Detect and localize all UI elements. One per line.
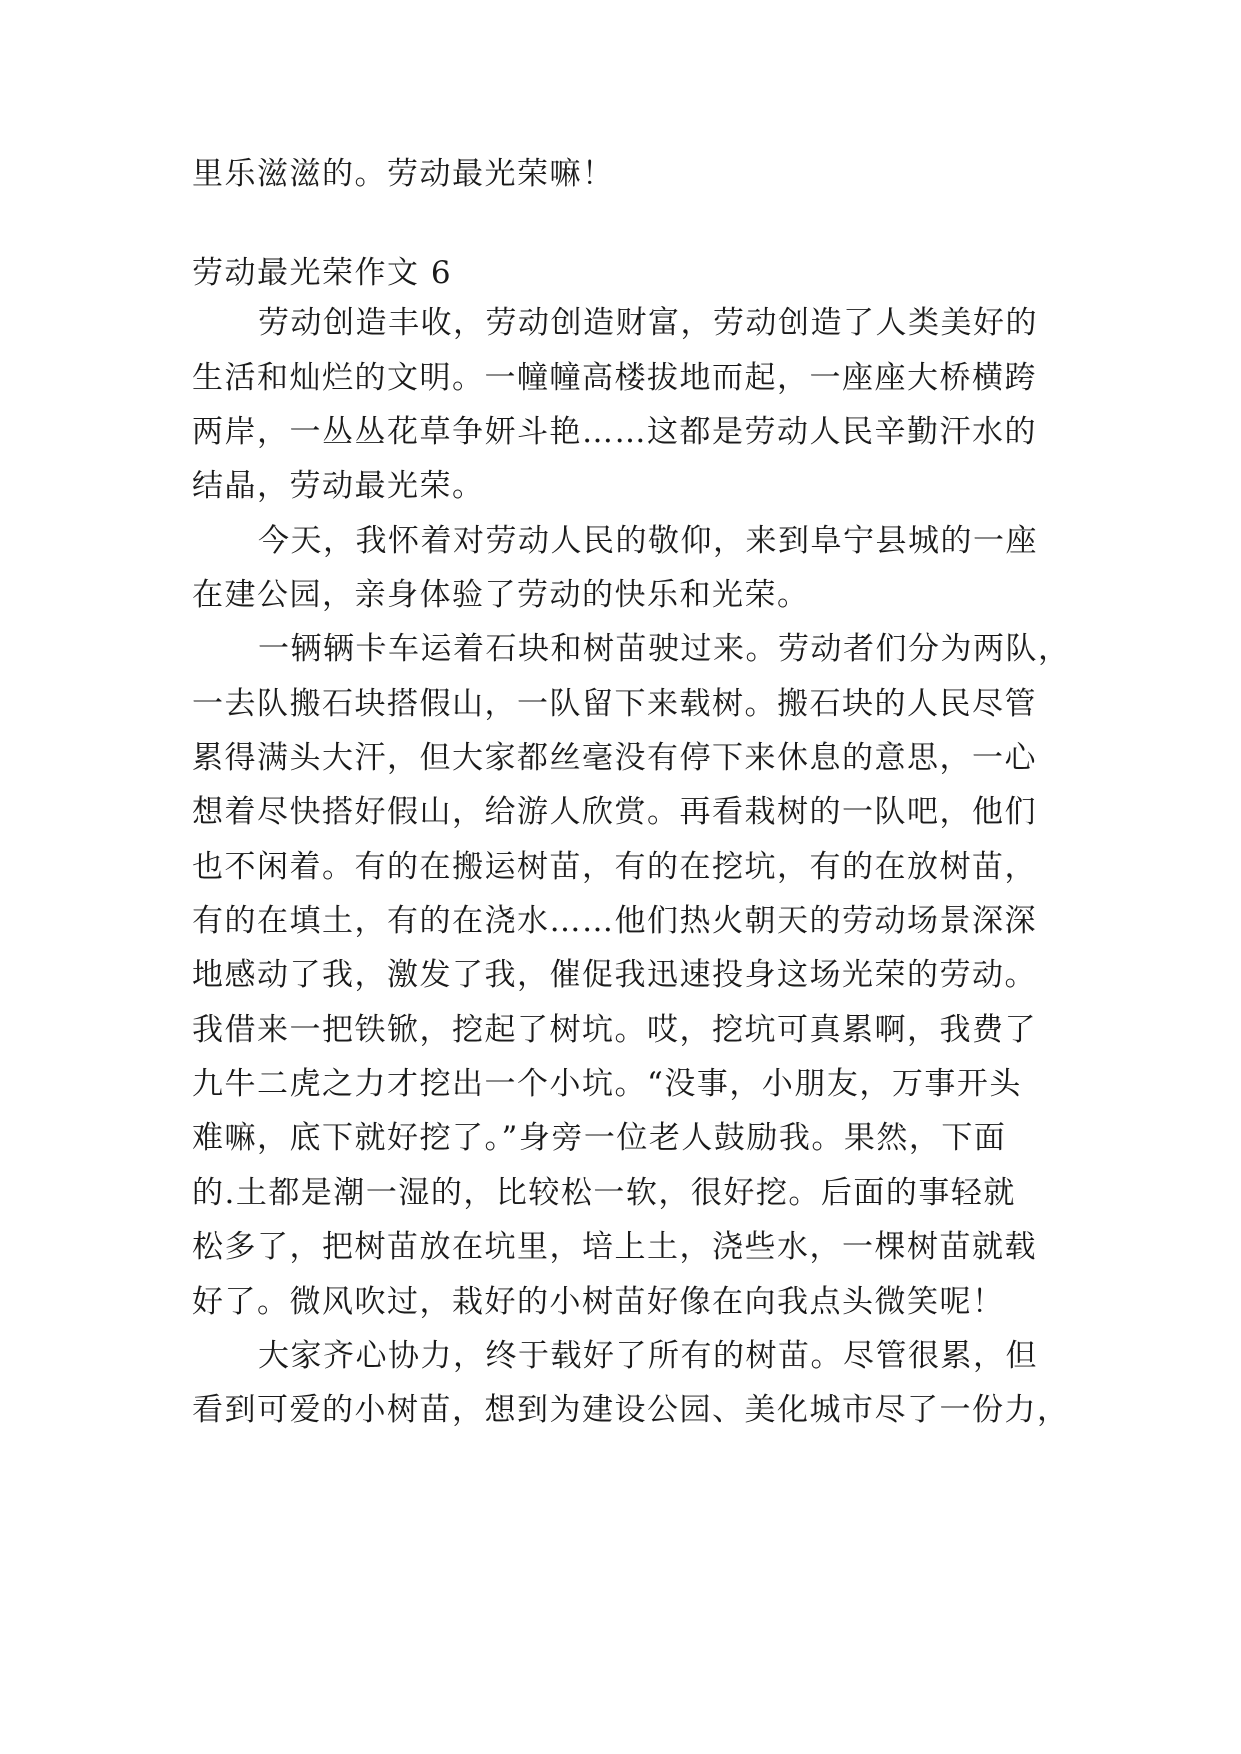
paragraph-line: 大家齐心协力，终于载好了所有的树苗。尽管很累，但 <box>258 1338 1038 1374</box>
paragraph-line: 结晶，劳动最光荣。 <box>192 468 485 504</box>
paragraph-line: 今天，我怀着对劳动人民的敬仰，来到阜宁县城的一座 <box>258 523 1038 559</box>
paragraph-line: 松多了，把树苗放在坑里，培上土，浇些水，一棵树苗就载 <box>192 1229 1037 1265</box>
paragraph-line: 累得满头大汗，但大家都丝毫没有停下来休息的意思，一心 <box>192 740 1037 776</box>
paragraph-line: 的.土都是潮一湿的，比较松一软，很好挖。后面的事轻就 <box>192 1175 1016 1211</box>
paragraph-line: 地感动了我，激发了我，催促我迅速投身这场光荣的劳动。 <box>192 957 1037 993</box>
paragraph-line: 好了。微风吹过，栽好的小树苗好像在向我点头微笑呢！ <box>192 1284 1005 1320</box>
paragraph-line: 一辆辆卡车运着石块和树苗驶过来。劳动者们分为两队， <box>258 631 1071 667</box>
paragraph-line: 难嘛，底下就好挖了。”身旁一位老人鼓励我。果然，下面 <box>192 1120 1007 1156</box>
paragraph-line: 想着尽快搭好假山，给游人欣赏。再看栽树的一队吧，他们 <box>192 794 1037 830</box>
paragraph-line: 九牛二虎之力才挖出一个小坑。“没事，小朋友，万事开头 <box>192 1066 1022 1102</box>
section-heading: 劳动最光荣作文 6 <box>192 255 453 291</box>
paragraph-line: 劳动创造丰收，劳动创造财富，劳动创造了人类美好的 <box>258 305 1038 341</box>
paragraph-line: 两岸，一丛丛花草争妍斗艳……这都是劳动人民辛勤汗水的 <box>192 414 1037 450</box>
text-line: 里乐滋滋的。劳动最光荣嘛！ <box>192 156 615 192</box>
paragraph-line: 我借来一把铁锨，挖起了树坑。哎，挖坑可真累啊，我费了 <box>192 1012 1037 1048</box>
paragraph-line: 也不闲着。有的在搬运树苗，有的在挖坑，有的在放树苗， <box>192 849 1037 885</box>
paragraph-line: 生活和灿烂的文明。一幢幢高楼拔地而起，一座座大桥横跨 <box>192 360 1037 396</box>
paragraph-line: 在建公园，亲身体验了劳动的快乐和光荣。 <box>192 577 810 613</box>
paragraph-line: 一去队搬石块搭假山，一队留下来载树。搬石块的人民尽管 <box>192 686 1037 722</box>
paragraph-line: 看到可爱的小树苗，想到为建设公园、美化城市尽了一份力， <box>192 1392 1070 1428</box>
paragraph-line: 有的在填土，有的在浇水……他们热火朝天的劳动场景深深 <box>192 903 1037 939</box>
